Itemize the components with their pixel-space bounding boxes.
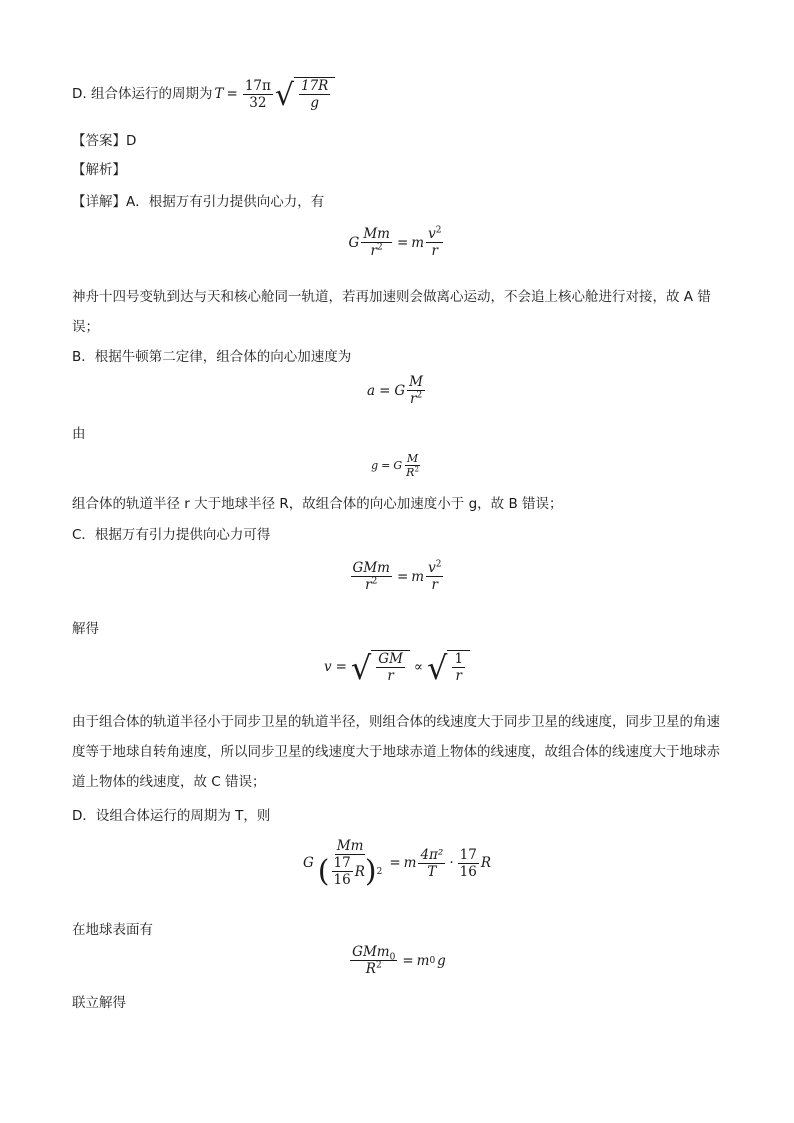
eq1-den-exp: 2: [377, 242, 383, 253]
option-d-eq: =: [226, 86, 238, 102]
eq1-rhs-den: r: [431, 243, 438, 259]
eq1-num: Mm: [363, 226, 390, 242]
eq5-sqrt-den: r: [387, 668, 394, 684]
sqrt-icon: √: [274, 78, 294, 113]
eq6-f-den: 16: [459, 863, 477, 880]
option-d-prefix: D. 组合体运行的周期为: [72, 86, 213, 102]
eq5-sqrt2-den: r: [455, 668, 462, 684]
eq6-dot: ·: [449, 855, 454, 871]
eq6-f-num: 17: [459, 846, 477, 863]
eq5-sqrt2-num: 1: [454, 651, 464, 667]
eq6-rhs-den: T: [427, 863, 437, 880]
eq7-den: R: [365, 961, 376, 977]
eq7-g: g: [437, 952, 446, 969]
eq7-m: m: [416, 952, 430, 969]
surface-text: 在地球表面有: [72, 922, 153, 938]
analysis-label: 【解析】: [72, 162, 126, 178]
option-d-sqrt: [275, 77, 335, 111]
paragraph-a: 神舟十四号变轨到达与天和核心舱同一轨道，若再加速则会做离心运动，不会追上核心舱进行对接，故 A 错误；: [72, 289, 711, 335]
eq6-inner-den: 16: [333, 872, 351, 888]
eq6-num: Mm: [336, 838, 364, 854]
eq6-R: R: [354, 863, 365, 880]
sqrt-icon: √: [350, 649, 372, 687]
eq7-den-exp: 2: [375, 960, 382, 971]
eq1-m: m: [411, 234, 425, 251]
eq2-G: G: [394, 382, 406, 399]
eq4-rhs-exp: 2: [435, 559, 442, 570]
detail-line: [72, 192, 324, 212]
eq6-G: G: [303, 855, 314, 871]
eq4-den: r: [365, 577, 372, 593]
sqrt-icon: √: [427, 649, 448, 687]
eq6-eq: =: [389, 855, 401, 871]
option-d: [72, 77, 335, 113]
eq4-eq: =: [396, 568, 409, 585]
answer-value: D: [126, 133, 137, 149]
equation-6: G Mm ( $\frac{17}{16}$ R ) 2 = m $\frac{\text{4π²}}{T}$ · $\frac{17}{16}$ R: [303, 838, 491, 889]
eq7-num: GMm: [352, 944, 390, 960]
eq3-den-exp: 2: [414, 465, 419, 474]
detail-text: A．根据万有引力提供向心力，有: [126, 194, 325, 210]
equation-1: [0, 226, 794, 259]
eq3-lhs: g: [371, 459, 379, 472]
option-d-T: T: [214, 86, 224, 102]
eq1-eq: =: [396, 234, 409, 251]
detail-label: 【详解】: [72, 194, 126, 210]
eq6-R2: R: [480, 855, 491, 871]
eq3-eq: =: [381, 459, 391, 472]
eq1-den: r: [370, 243, 377, 259]
equation-5: [0, 649, 794, 687]
eq4-rhs-den: r: [431, 577, 438, 593]
option-d-num: 17π: [244, 77, 271, 94]
eq2-num: M: [409, 374, 423, 390]
paragraph-b: B．根据牛顿第二定律，组合体的向心加速度为: [72, 349, 352, 365]
eq4-num: GMm: [352, 560, 390, 576]
you-text: 由: [72, 426, 86, 442]
eq5-eq: =: [335, 659, 347, 675]
eq5-prop: ∝: [413, 659, 424, 675]
jiede-text: 解得: [72, 621, 99, 637]
eq6-inner-num: 17: [333, 855, 351, 871]
eq3-G: G: [393, 459, 403, 472]
paragraph-c2: 由于组合体的轨道半径小于同步卫星的轨道半径，则组合体的线速度大于同步卫星的线速度，同步卫星的角速度等于地球自转角速度，所以同步卫星的线速度大于地球赤道上物体的线速度，故组合体的线速度大于地球赤道上物体的线速度，故 C 错误；: [72, 714, 720, 790]
eq1-rhs-exp: 2: [435, 225, 442, 236]
equation-7: $\frac{GMm_0}{R^2}$ = m 0 g: [352, 944, 446, 977]
eq3-num: M: [406, 452, 419, 465]
eq5-sqrt-num: GM: [378, 651, 403, 667]
eq1-G: G: [348, 234, 360, 251]
equation-3: [0, 452, 794, 479]
option-d-sqrt-den: g: [310, 95, 319, 111]
eq3-den: R: [406, 466, 415, 479]
eq6-rhs-num: 4π²: [420, 846, 444, 863]
answer-label: 【答案】: [72, 133, 126, 149]
eq1-rhs-num: v: [428, 226, 436, 242]
equation-2: [0, 374, 794, 407]
option-d-den: 32: [249, 94, 267, 111]
eq2-den-exp: 2: [416, 390, 423, 401]
option-d-sqrt-num: 17R: [301, 78, 329, 94]
paragraph-d: D．设组合体运行的周期为 T，则: [72, 808, 271, 824]
paragraph-b2: 组合体的轨道半径 r 大于地球半径 R，故组合体的向心加速度小于 g，故 B 错误；: [72, 496, 563, 512]
eq4-rhs-num: v: [428, 560, 436, 576]
eq7-eq: =: [402, 952, 414, 969]
eq4-m: m: [411, 568, 425, 585]
eq4-den-exp: 2: [371, 576, 378, 587]
eq5-lhs: v: [323, 659, 332, 675]
equation-4: [0, 560, 794, 593]
answer-line: [72, 131, 136, 151]
lianli-text: 联立解得: [72, 995, 126, 1011]
eq2-eq: =: [379, 382, 391, 399]
eq6-m: m: [403, 855, 417, 871]
eq7-num-sub: 0: [389, 952, 396, 963]
eq2-lhs: a: [367, 382, 376, 399]
option-d-fraction: [243, 78, 273, 111]
paragraph-c: C．根据万有引力提供向心力可得: [72, 527, 271, 543]
eq2-den: r: [409, 391, 417, 407]
